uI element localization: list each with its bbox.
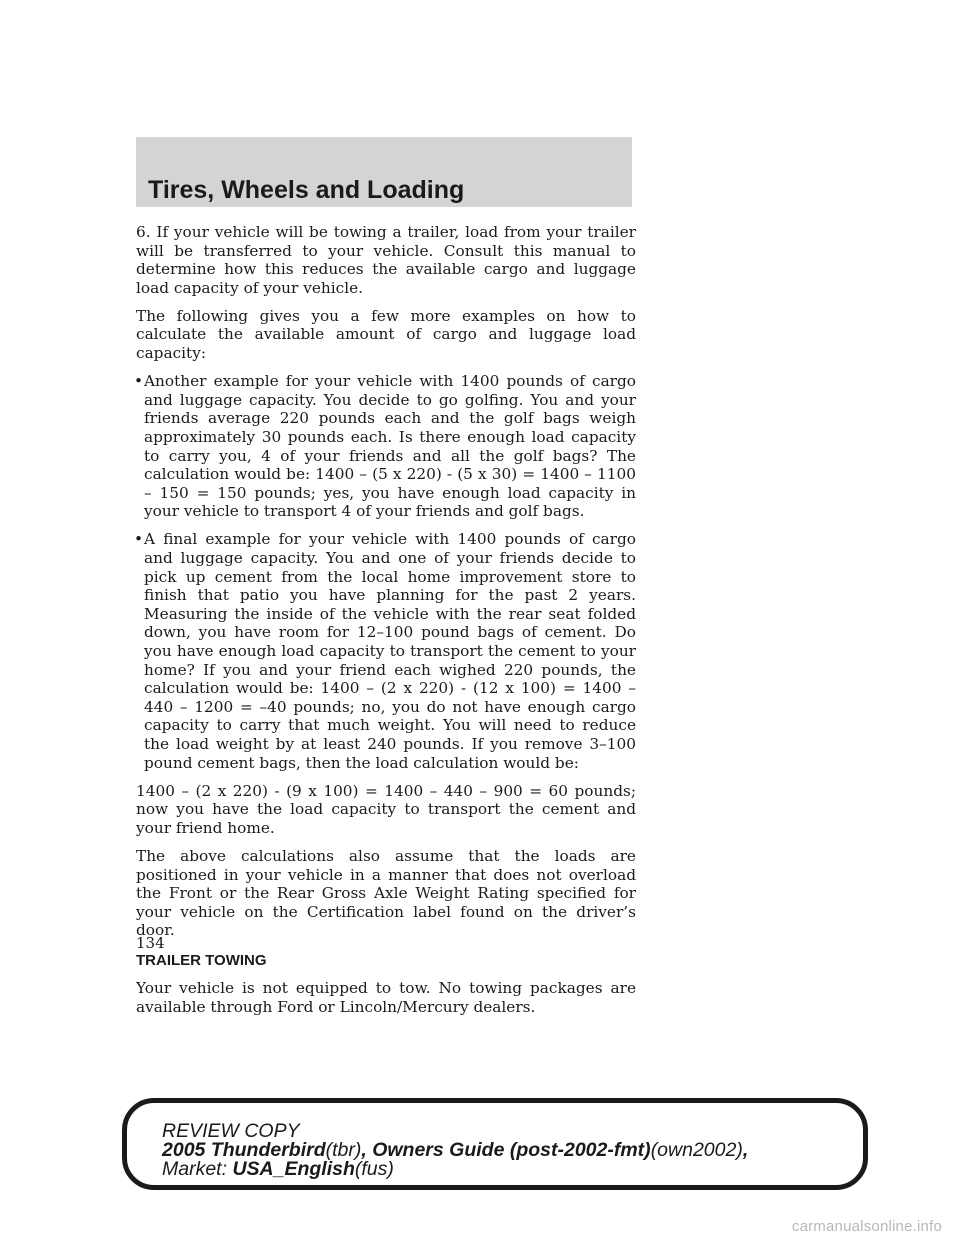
watermark-text: carmanualsonline.info <box>791 1218 942 1235</box>
section-title: Tires, Wheels and Loading <box>148 176 465 204</box>
review-copy-market-line <box>162 1160 748 1179</box>
list-item <box>136 372 636 521</box>
review-separator: , <box>361 1139 373 1161</box>
review-copy-label: REVIEW COPY <box>162 1120 300 1142</box>
paragraph-axle-assumption: The above calculations also assume that the loads are positioned in your vehicle in a manner that does not overload the Front or the Rear Gross Axle Weight Rating specified for your vehicle on the Certification label found on the driver’s door. <box>136 846 636 940</box>
review-copy-text <box>162 1122 748 1179</box>
review-market-code: (fus) <box>354 1158 394 1180</box>
paragraph-towing: Your vehicle is not equipped to tow. No towing packages are available through Ford or Lincoln/Mercury dealers. <box>136 979 636 1017</box>
paragraph-trailer-load: 6. If your vehicle will be towing a trailer, load from your trailer will be transferred to your vehicle. Consult this manual to determine how this reduces the available cargo and luggage load capacity of your vehicle. <box>136 223 636 297</box>
review-guide: Owners Guide (post-2002-fmt) <box>372 1139 651 1161</box>
review-market: USA_English <box>232 1158 355 1180</box>
bullet-text-golf-example: Another example for your vehicle with 1400 pounds of cargo and luggage capacity. You decide to go golfing. You and your friends average 220 pounds each and the golf bags weigh approximately 30 pounds each. Is there enough load capacity to carry you, 4 of your friends and all the golf bags? The calculation would be: 1400 – (5 x 220) - (5 x 30) = 1400 – 1100 – 150 = 150 pounds; yes, you have enough load capacity in your vehicle to transport 4 of your friends and golf bags. <box>144 372 636 521</box>
paragraph-revised-calculation: 1400 – (2 x 220) - (9 x 100) = 1400 – 440 – 900 = 60 pounds; now you have the load capacity to transport the cement and your friend home. <box>136 781 636 837</box>
review-model-code: (tbr) <box>325 1139 362 1161</box>
paragraph-examples-intro: The following gives you a few more examples on how to calculate the available amount of cargo and luggage load capacity: <box>136 306 636 363</box>
bullet-marker: • <box>134 372 144 391</box>
page-content <box>136 223 636 1026</box>
bullet-marker: • <box>134 530 144 549</box>
bullet-text-cement-example: A final example for your vehicle with 1400 pounds of cargo and luggage capacity. You and one of your friends decide to pick up cement from the local home improvement store to finish that patio you have planning for the past 2 years. Measuring the inside of the vehicle with the rear seat folded down, you have room for 12–100 pound bags of cement. Do you have enough load capacity to transport the cement to your home? If you and your friend each wighed 220 pounds, the calculation would be: 1400 – (2 x 220) - (12 x 100) = 1400 – 440 – 1200 = –40 pounds; no, you do not have enough cargo capacity to carry that much weight. You will need to reduce the load weight by at least 240 pounds. If you remove 3–100 pound cement bags, then the load calculation would be: <box>144 530 636 772</box>
list-item <box>136 530 636 772</box>
page-number: 134 <box>136 934 165 952</box>
review-guide-code: (own2002) <box>650 1139 743 1161</box>
review-trailing-comma: , <box>742 1139 749 1161</box>
review-market-label: Market: <box>162 1158 233 1180</box>
review-model: 2005 Thunderbird <box>162 1139 326 1161</box>
section-heading-trailer-towing: TRAILER TOWING <box>136 951 267 969</box>
